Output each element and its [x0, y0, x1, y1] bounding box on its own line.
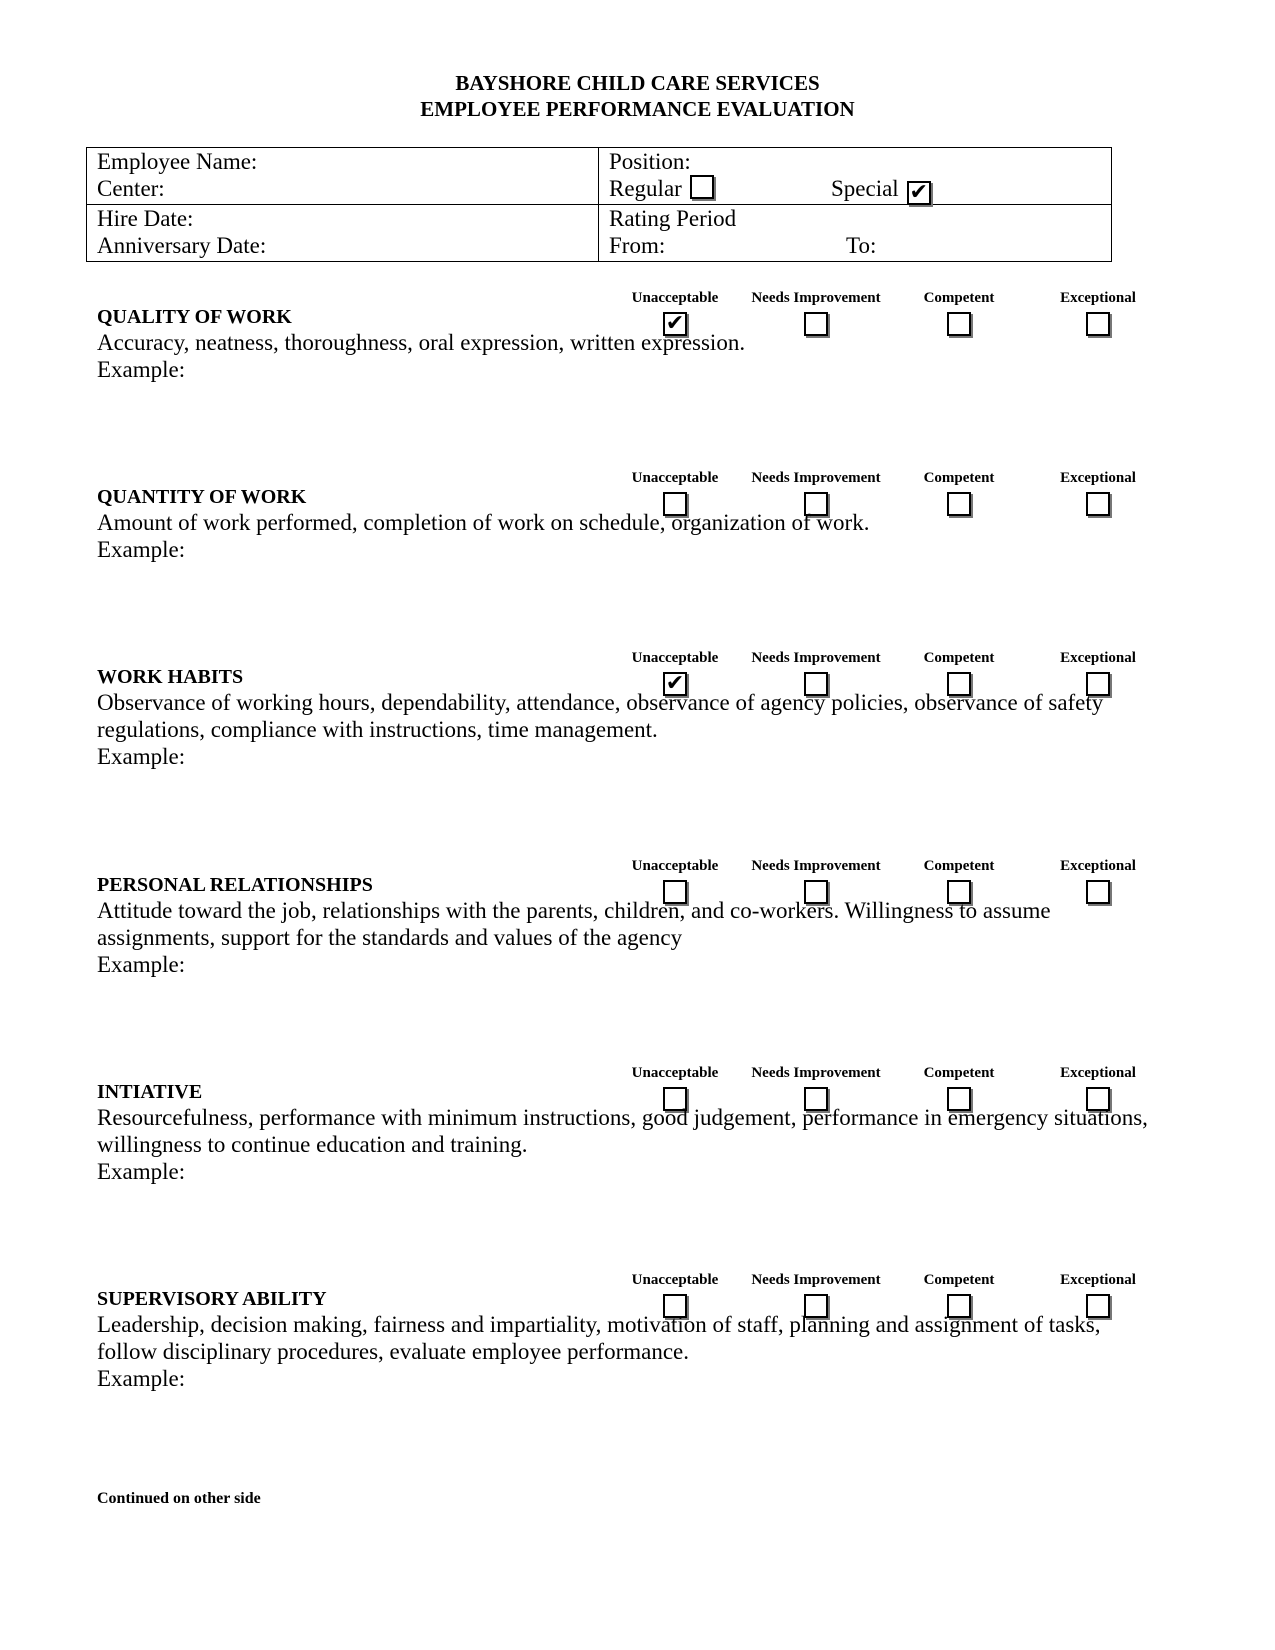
section-title: PERSONAL RELATIONSHIPS — [97, 874, 373, 896]
section-title: INTIATIVE — [97, 1081, 203, 1103]
rating-label: Unacceptable — [631, 858, 719, 874]
employee-name-cell[interactable] — [87, 148, 599, 205]
example-label[interactable]: Example: — [97, 1366, 186, 1391]
example-label[interactable]: Example: — [97, 357, 186, 382]
hire-date-cell[interactable] — [87, 205, 599, 262]
rating-label: Competent — [923, 290, 995, 306]
rating-label: Exceptional — [1060, 1065, 1136, 1081]
evaluation-section — [0, 858, 1275, 998]
evaluation-section — [0, 650, 1275, 790]
section-title: QUANTITY OF WORK — [97, 486, 307, 508]
form-title: EMPLOYEE PERFORMANCE EVALUATION — [420, 97, 855, 121]
section-title: SUPERVISORY ABILITY — [97, 1288, 327, 1310]
rating-label: Exceptional — [1060, 470, 1136, 486]
rating-label: Needs Improvement — [751, 858, 881, 874]
rating-label: Unacceptable — [631, 290, 719, 306]
example-label[interactable]: Example: — [97, 537, 186, 562]
to-label: To: — [846, 233, 877, 258]
check-mark-icon: ✔ — [909, 180, 928, 205]
rating-label: Exceptional — [1060, 858, 1136, 874]
rating-period-label: Rating Period — [609, 206, 737, 231]
check-mark-icon: ✔ — [665, 671, 685, 696]
rating-label: Exceptional — [1060, 1272, 1136, 1288]
rating-label: Exceptional — [1060, 650, 1136, 666]
section-description: Amount of work performed, completion of work on schedule, organization of work. — [97, 510, 870, 535]
rating-label: Unacceptable — [631, 1272, 719, 1288]
check-mark-icon: ✔ — [665, 311, 685, 336]
rating-label: Competent — [923, 650, 995, 666]
position-cell[interactable] — [599, 148, 1112, 205]
anniversary-date-label: Anniversary Date: — [97, 233, 267, 258]
rating-label: Competent — [923, 858, 995, 874]
rating-label: Competent — [923, 1065, 995, 1081]
evaluation-section — [0, 1065, 1275, 1205]
rating-label: Needs Improvement — [751, 1272, 881, 1288]
rating-label: Competent — [923, 470, 995, 486]
rating-label: Unacceptable — [631, 650, 719, 666]
rating-label: Exceptional — [1060, 290, 1136, 306]
rating-label: Competent — [923, 1272, 995, 1288]
evaluation-section — [0, 290, 1275, 430]
from-label: From: — [609, 233, 666, 258]
evaluation-section — [0, 1272, 1275, 1412]
section-title: WORK HABITS — [97, 666, 244, 688]
rating-label: Needs Improvement — [751, 650, 881, 666]
example-label[interactable]: Example: — [97, 952, 186, 977]
special-checkbox[interactable] — [907, 181, 931, 205]
rating-period-cell[interactable] — [599, 205, 1112, 262]
section-description: Observance of working hours, dependability, attendance, observance of agency policies, observance of safety regulations, compliance with instructions, time management. — [97, 690, 1104, 742]
regular-checkbox[interactable] — [690, 175, 714, 199]
employee-info-table — [86, 147, 1112, 262]
special-label: Special — [831, 176, 899, 201]
rating-label: Needs Improvement — [751, 1065, 881, 1081]
section-description: Resourcefulness, performance with minimum instructions, good judgement, performance in emergency situations, willingness to continue education and training. — [97, 1105, 1148, 1157]
organization-title: BAYSHORE CHILD CARE SERVICES — [455, 71, 820, 95]
regular-label: Regular — [609, 176, 682, 201]
example-label[interactable]: Example: — [97, 1159, 186, 1184]
example-label[interactable]: Example: — [97, 744, 186, 769]
section-description: Leadership, decision making, fairness and impartiality, motivation of staff, planning and assignment of tasks, follow disciplinary procedures, evaluate employee performance. — [97, 1312, 1101, 1364]
rating-label: Unacceptable — [631, 470, 719, 486]
rating-label: Needs Improvement — [751, 470, 881, 486]
rating-label: Unacceptable — [631, 1065, 719, 1081]
evaluation-section — [0, 470, 1275, 610]
rating-label: Needs Improvement — [751, 290, 881, 306]
section-title: QUALITY OF WORK — [97, 306, 292, 328]
center-label: Center: — [97, 176, 165, 201]
section-description: Accuracy, neatness, thoroughness, oral expression, written expression. — [97, 330, 746, 355]
position-label: Position: — [609, 149, 691, 174]
continued-note: Continued on other side — [97, 1490, 261, 1507]
hire-date-label: Hire Date: — [97, 206, 194, 231]
employee-name-label: Employee Name: — [97, 149, 258, 174]
section-description: Attitude toward the job, relationships with the parents, children, and co-workers. Willingness to assume assignments, support for the standards and values of the agency — [97, 898, 1051, 950]
